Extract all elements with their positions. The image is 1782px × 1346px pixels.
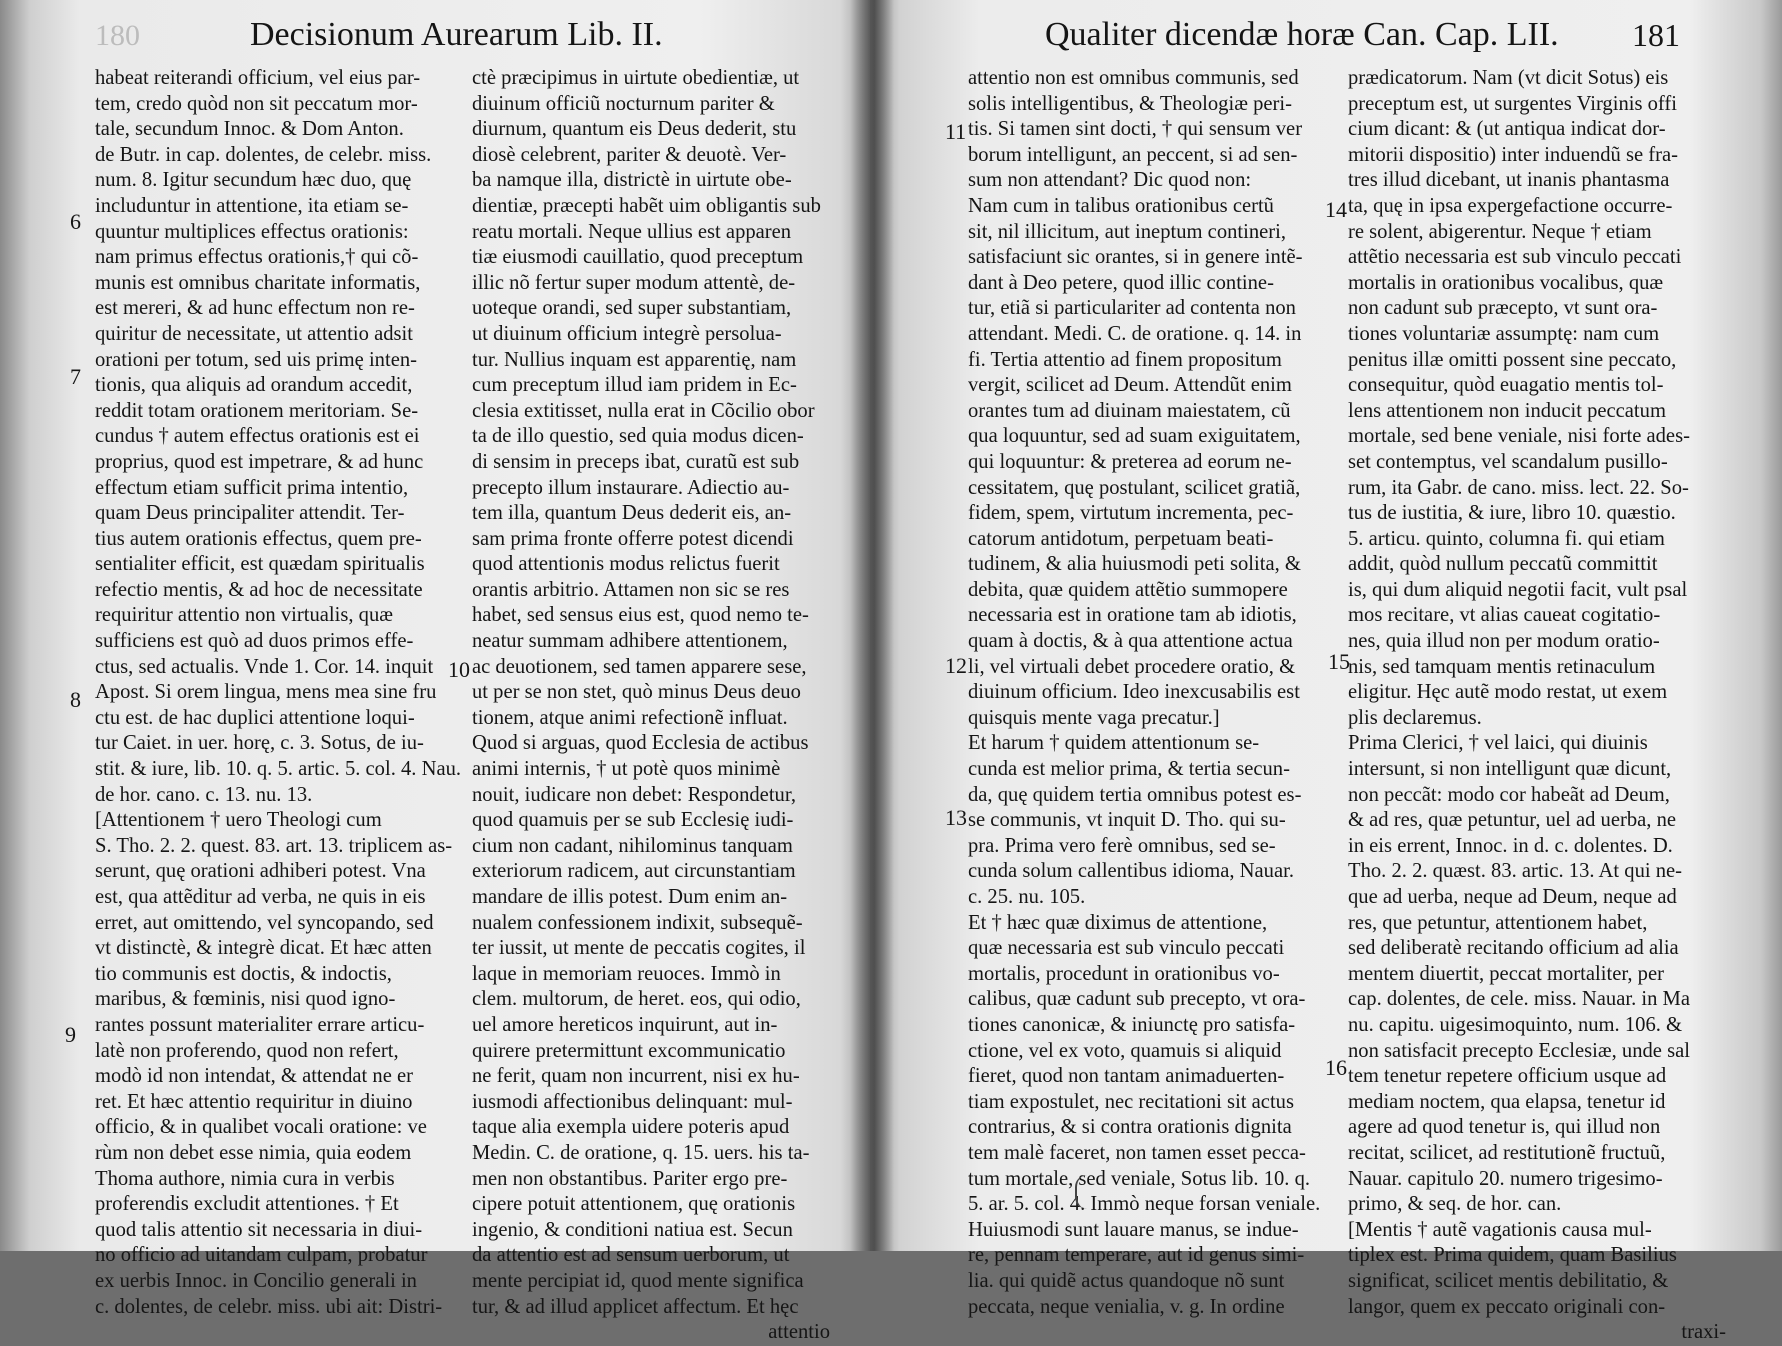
text-line: officio, & in qualibet vocali oratione: ve xyxy=(95,1116,427,1139)
text-line: de Butr. in cap. dolentes, de celebr. miss. xyxy=(95,143,432,166)
text-line: ctu est. de hac duplici attentione loqui- xyxy=(95,706,415,729)
text-line: tiones voluntariæ assumptę: nam cum xyxy=(1348,322,1660,345)
text-line: fieret, quod non tantam animaduerten- xyxy=(968,1065,1285,1088)
text-line: tiplex est. Prima quidem, quam Basilius xyxy=(1348,1244,1677,1267)
text-line: ac deuotionem, sed tamen apparere sese, xyxy=(472,655,807,678)
text-line: Apost. Si orem lingua, mens mea sine fru xyxy=(95,681,437,704)
text-line: tis. Si tamen sint docti, † qui sensum ver xyxy=(968,118,1303,141)
text-line: que ad uerba, neque ad Deum, neque ad xyxy=(1348,886,1677,908)
text-line: tur. Nullius inquam est apparentię, nam xyxy=(472,348,797,371)
text-line: res, que petuntur, attentionem habet, xyxy=(1348,911,1648,934)
text-line: mandare de illis potest. Dum enim an- xyxy=(472,886,788,908)
right-column-1 xyxy=(968,66,1328,1320)
text-line: lia. qui quidẽ actus quandoque nõ sunt xyxy=(968,1269,1285,1292)
text-line: cium dicant: & (ut antiqua indicat dor- xyxy=(1348,118,1666,141)
text-line: diurnum, quantum eis Deus dederit, stu xyxy=(472,118,797,141)
text-line: non satisfacit precepto Ecclesiæ, unde sal xyxy=(1348,1039,1690,1062)
text-line: primo, & seq. de hor. can. xyxy=(1348,1193,1562,1216)
text-line: rantes possunt materialiter errare articu- xyxy=(95,1013,425,1036)
text-line: ter iussit, ut mente de peccatis cogites, il xyxy=(472,937,806,960)
text-line: re, pennam temperare, aut id genus simi- xyxy=(968,1244,1305,1267)
text-line: nis, sed tamquam mentis retinaculum xyxy=(1348,655,1656,678)
text-line: num. 8. Igitur secundum hæc duo, quę xyxy=(95,169,412,192)
catchword: attentio xyxy=(768,1321,830,1344)
text-line: 5. ar. 5. col. 4. Immò neque forsan veniale. xyxy=(968,1193,1321,1216)
text-line: ctè præcipimus in uirtute obedientiæ, ut xyxy=(472,67,800,89)
text-line: c. 25. nu. 105. xyxy=(968,886,1086,908)
left-page xyxy=(0,0,870,1344)
text-line: quod talis attentio sit necessaria in diui- xyxy=(95,1218,423,1241)
text-line: habet, sed sensus eius est, quod nemo te- xyxy=(472,604,809,627)
text-line: refectio mentis, & ad hoc de necessitate xyxy=(95,578,423,601)
text-line: mente percipiat id, quod mente significa xyxy=(472,1269,804,1292)
text-line: cunda est melior prima, & tertia secun- xyxy=(968,758,1290,781)
right-running-title: Qualiter dicendæ horæ Can. Cap. LII. xyxy=(1045,16,1559,53)
text-line: includuntur in attentione, ita etiam se- xyxy=(95,194,409,217)
page-number: 181 xyxy=(1632,17,1680,53)
text-line: tur, & ad illud applicet affectum. Et hęc xyxy=(472,1295,799,1318)
text-line: uel amore hereticos inquirunt, aut in- xyxy=(472,1013,778,1036)
text-line: set contemptus, vel scandalum pusillo- xyxy=(1348,450,1668,473)
text-line: tiam expostulet, nec recitationi sit actus xyxy=(968,1090,1294,1113)
text-line: rum, ita Gabr. de cano. miss. lect. 22. So- xyxy=(1348,476,1689,499)
text-line: cum preceptum illud iam pridem in Ec- xyxy=(472,374,797,397)
text-line: latè non proferendo, quod non refert, xyxy=(95,1039,399,1062)
left-ghost-header xyxy=(95,10,140,60)
text-line: ta de illo questio, sed quia modus dicen- xyxy=(472,425,804,448)
left-running-title: Decisionum Aurearum Lib. II. xyxy=(250,16,663,53)
text-line: tiones canonicæ, & iniunctę pro satisfa- xyxy=(968,1013,1296,1036)
text-line: tale, secundum Innoc. & Dom Anton. xyxy=(95,118,404,141)
text-line: quod quamuis per se sub Ecclesię iudi- xyxy=(472,809,794,832)
margin-number: 16 xyxy=(1325,1055,1347,1080)
text-line: orantes tum ad diuinam maiestatem, cũ xyxy=(968,399,1291,422)
text-line: ctus, sed actualis. Vnde 1. Cor. 14. inquit xyxy=(95,655,434,678)
text-line: consequitur, quòd euagatio mentis tol- xyxy=(1348,374,1664,397)
text-line: est, qua attẽditur ad verba, ne quis in eis xyxy=(95,886,426,908)
text-line: tem illa, quantum Deus dederit eis, an- xyxy=(472,502,792,525)
text-line: S. Tho. 2. 2. quest. 83. art. 13. triplicem as- xyxy=(95,834,453,857)
margin-number: 14 xyxy=(1325,197,1347,222)
text-line: Quod si arguas, quod Ecclesia de actibus xyxy=(472,732,809,755)
text-line: nam primus effectus orationis,† qui cõ- xyxy=(95,246,419,269)
text-line: fi. Tertia attentio ad finem propositum xyxy=(968,348,1282,371)
text-line: tiæ eiusmodi cauillatio, quod preceptum xyxy=(472,246,804,269)
text-line: pra. Prima vero ferè omnibus, sed se- xyxy=(968,834,1276,857)
text-line: taque alia exempla uidere poteris apud xyxy=(472,1116,790,1139)
text-line: intersunt, si non intelligunt quæ dicunt, xyxy=(1348,758,1672,781)
text-line: lens attentionem non inducit peccatum xyxy=(1348,399,1666,422)
text-line: est mereri, & ad hunc effectum non re- xyxy=(95,297,415,320)
text-line: contrarius, & si contra orationis dignita xyxy=(968,1116,1292,1139)
text-line: tur Caiet. in uer. horę, c. 3. Sotus, de iu- xyxy=(95,732,424,755)
text-line: is, qui dum aliquid negotii facit, vult psal xyxy=(1348,578,1688,601)
text-line: Thoma authore, nimia cura in verbis xyxy=(95,1167,395,1190)
text-line: significat, scilicet mentis debilitatio, & xyxy=(1348,1269,1669,1292)
text-line: precepto illum instaurare. Adiectio au- xyxy=(472,476,790,499)
text-line: vergit, scilicet ad Deum. Attendũt enim xyxy=(968,374,1292,397)
right-column-2 xyxy=(1348,66,1726,1346)
text-line: cundus † autem effectus orationis est ei xyxy=(95,425,420,448)
text-line: recitat, scilicet, ad restitutionẽ fructuũ, xyxy=(1348,1141,1666,1164)
text-line: quam à doctis, & à qua attentione actua xyxy=(968,630,1293,653)
text-line: maribus, & fœminis, nisi quod igno- xyxy=(95,988,396,1011)
text-line: diosè celebrent, pariter & deuotè. Ver- xyxy=(472,143,787,166)
text-line: mitorii dispositio) inter induendũ se fra- xyxy=(1348,143,1679,166)
text-line: tionem, atque animi refectionẽ influat. xyxy=(472,706,788,729)
text-line: Et harum † quidem attentionum se- xyxy=(968,732,1260,755)
text-line: ex uerbis Innoc. in Concilio generali in xyxy=(95,1269,417,1292)
text-line: quisquis mente vaga precatur.] xyxy=(968,706,1220,729)
text-line: clem. multorum, de heret. eos, qui odio, xyxy=(472,988,801,1011)
text-line: proprius, quod est impetrare, & ad hunc xyxy=(95,450,424,473)
text-line: sit, nil illicitum, aut ineptum contineri, xyxy=(968,220,1287,243)
text-line: serunt, quę orationi adhiberi potest. Vna xyxy=(95,860,426,883)
text-line: effectum etiam sufficit prima intentio, xyxy=(95,476,409,499)
text-line: tres illud dicebant, ut inanis phantasma xyxy=(1348,169,1670,192)
text-line: reddit totam orationem meritoriam. Se- xyxy=(95,399,419,422)
text-line: quirere pretermittunt excommunicatio xyxy=(472,1039,786,1062)
text-line: diuinum officium. Ideo inexcusabilis est xyxy=(968,681,1300,704)
text-line: quuntur multiplices effectus orationis: xyxy=(95,220,409,243)
text-line: borum intelligunt, an peccent, si ad sen- xyxy=(968,143,1298,166)
text-line: agere ad quod tenetur is, qui illud non xyxy=(1348,1116,1661,1139)
text-line: quam Deus principaliter attendit. Ter- xyxy=(95,502,405,525)
text-line: ctione, vel ex voto, quamuis si aliquid xyxy=(968,1039,1282,1062)
text-line: eligitur. Hęc autẽ modo restat, ut exem xyxy=(1348,681,1668,704)
text-line: mortalis, procedunt in orationibus vo- xyxy=(968,962,1280,985)
text-line: attendant. Medi. C. de oratione. q. 14. in xyxy=(968,322,1302,345)
text-line: tur, etiã si particulariter ad contenta non xyxy=(968,297,1296,320)
text-line: calibus, quæ cadunt sub precepto, vt ora- xyxy=(968,988,1306,1011)
text-line: clesia extitisset, nulla erat in Cõcilio obor xyxy=(472,399,815,422)
text-line: nualem confessionem indixit, subsequẽ- xyxy=(472,911,803,934)
margin-number: 11 xyxy=(945,119,967,144)
text-line: modò id non intendat, & attendat ne er xyxy=(95,1065,413,1088)
text-line: sam prima fronte offerre potest dicendi xyxy=(472,527,794,550)
text-line: mediam noctem, qua elapsa, tenetur id xyxy=(1348,1090,1666,1113)
text-line: tio communis est doctis, & indoctis, xyxy=(95,962,392,985)
text-line: tem malè faceret, non tamen esset pecca- xyxy=(968,1141,1306,1164)
text-line: animi internis, † ut potè quos minimè xyxy=(472,758,781,781)
text-line: [Mentis † autẽ vagationis causa mul- xyxy=(1348,1218,1652,1241)
text-line: attẽtio necessaria est sub vinculo peccati xyxy=(1348,246,1682,269)
text-line: mentem diuertit, peccat mortaliter, per xyxy=(1348,962,1664,985)
text-line: orantis arbitrio. Attamen non sic se res xyxy=(472,578,790,601)
text-line: c. dolentes, de celebr. miss. ubi ait: Distri- xyxy=(95,1295,443,1318)
text-line: erret, aut omittendo, vel syncopando, sed xyxy=(95,911,434,934)
text-line: da attentio est ad sensum uerborum, ut xyxy=(472,1244,790,1267)
text-line: non peccãt: modo cor habeãt ad Deum, xyxy=(1348,783,1670,806)
text-line: quæ necessaria est sub vinculo peccati xyxy=(968,937,1285,960)
text-line: se communis, vt inquit D. Tho. qui su- xyxy=(968,809,1286,832)
text-line: habeat reiterandi officium, vel eius par- xyxy=(95,67,421,89)
text-line: prædicatorum. Nam (vt dicit Sotus) eis xyxy=(1348,67,1669,89)
text-line: Et † hæc quæ diximus de attentione, xyxy=(968,911,1268,934)
text-line: cunda solum callentibus idioma, Nauar. xyxy=(968,860,1294,883)
margin-number: 10 xyxy=(448,657,470,682)
text-line: rùm non debet esse nimia, quia eodem xyxy=(95,1141,412,1164)
text-line: Nam cum in talibus orationibus certũ xyxy=(968,194,1274,217)
text-line: penitus illæ omitti possent sine peccato, xyxy=(1348,348,1677,371)
text-line: peccata, neque venialia, v. g. In ordine xyxy=(968,1295,1285,1318)
text-line: tem, credo quòd non sit peccatum mor- xyxy=(95,92,418,115)
book-gutter xyxy=(850,0,894,1251)
text-line: laque in memoriam reuoces. Immò in xyxy=(472,962,781,985)
text-line: Prima Clerici, † vel laici, qui diuinis xyxy=(1348,732,1648,755)
margin-number: 12 xyxy=(945,653,967,678)
text-line: qua loquuntur, sed ad suam exiguitatem, xyxy=(968,425,1301,448)
text-line: munis est omnibus charitate informatis, xyxy=(95,271,421,294)
text-line: reatu mortali. Neque ullius est apparen xyxy=(472,220,792,243)
text-line: nouit, iudicare non debet: Respondetur, xyxy=(472,783,797,806)
text-line: mortalis in orationibus vocalibus, quæ xyxy=(1348,271,1664,294)
text-line: tionis, qua aliquis ad orandum accedit, xyxy=(95,374,413,397)
text-line: ut diuinum officium integrè persolua- xyxy=(472,322,782,345)
text-line: cessitatem, quę postulant, scilicet gratiã, xyxy=(968,476,1301,499)
text-line: exteriorum radicem, aut circunstantiam xyxy=(472,860,796,883)
text-line: stit. & iure, lib. 10. q. 5. artic. 5. col. 4. Nau. xyxy=(95,758,462,781)
text-line: proferendis excludit attentiones. † Et xyxy=(95,1193,399,1216)
text-line: tudinem, & alia huiusmodi peti solita, & xyxy=(968,553,1301,576)
text-line: fidem, spem, virtutum incrementa, pec- xyxy=(968,502,1294,525)
text-line: cap. dolentes, de cele. miss. Nauar. in Ma xyxy=(1348,988,1690,1011)
text-line: no officio ad uitandam culpam, probatur xyxy=(95,1244,428,1267)
text-line: di sensim in preceps ibat, curatũ est sub xyxy=(472,450,800,473)
text-line: necessaria est in oratione tam ab idiotis, xyxy=(968,604,1297,627)
text-line: de hor. cano. c. 13. nu. 13. xyxy=(95,783,313,806)
text-line: sum non attendant? Dic quod non: xyxy=(968,169,1252,192)
text-line: debita, quæ quidem attẽtio summopere xyxy=(968,578,1288,601)
text-line: ingenio, & conditioni natiua est. Secun xyxy=(472,1218,793,1241)
text-line: tum mortale, sed veniale, Sotus lib. 10. q. xyxy=(968,1167,1311,1190)
text-line: orationi per totum, sed uis primę inten- xyxy=(95,348,417,371)
text-line: vt distinctè, & integrè dicat. Et hæc atten xyxy=(95,937,432,960)
text-line: iusmodi affectionibus delinquant: mul- xyxy=(472,1090,793,1113)
text-line: diuinum officiũ nocturnum pariter & xyxy=(472,92,775,115)
text-line: ut per se non stet, quò minus Deus deuo xyxy=(472,681,801,704)
left-column-1 xyxy=(95,66,462,1320)
text-line: & ad res, quæ petuntur, uel ad uerba, ne xyxy=(1348,809,1677,832)
text-line: men non obstantibus. Pariter ergo pre- xyxy=(472,1167,788,1190)
margin-number: 13 xyxy=(945,805,967,830)
text-line: sed deliberatè recitando officium ad alia xyxy=(1348,937,1679,960)
text-line: sentialiter efficit, est quædam spiritualis xyxy=(95,553,425,576)
text-line: mos recitare, vt alias caueat cogitatio- xyxy=(1348,604,1661,627)
text-line: quiritur de necessitate, ut attentio adsit xyxy=(95,322,413,345)
text-line: ba namque illa, districtè in uirtute obe- xyxy=(472,169,792,192)
text-line: ret. Et hæc attentio requiritur in diuino xyxy=(95,1090,413,1113)
text-line: ta, quę in ipsa expergefactione occurre- xyxy=(1348,194,1673,217)
text-line: neatur summam adhibere attentionem, xyxy=(472,630,788,653)
margin-number: 6 xyxy=(70,209,81,234)
text-line: solis intelligentibus, & Theologiæ peri- xyxy=(968,92,1292,115)
text-line: Medin. C. de oratione, q. 15. uers. his ta- xyxy=(472,1141,810,1164)
text-line: illic nõ fertur super modum attentè, de- xyxy=(472,271,796,294)
left-column-2 xyxy=(472,66,830,1346)
text-line: Tho. 2. 2. quæst. 83. artic. 13. At qui ne- xyxy=(1348,860,1683,883)
text-line: mortale, sed bene veniale, nisi forte ades- xyxy=(1348,425,1690,448)
text-line: attentio non est omnibus communis, sed xyxy=(968,67,1299,89)
text-line: re solent, abigerentur. Neque † etiam xyxy=(1348,220,1652,243)
text-line: qui loquuntur: & preterea ad eorum ne- xyxy=(968,450,1292,473)
text-line: cium non cadant, nihilominus tanquam xyxy=(472,834,793,857)
text-line: dientiæ, præcepti habẽt uim obligantis sub xyxy=(472,194,821,217)
text-line: da, quę quidem tertia omnibus potest es- xyxy=(968,783,1302,806)
right-page xyxy=(870,0,1782,1344)
text-line: preceptum est, ut surgentes Virginis offi xyxy=(1348,92,1677,115)
text-line: satisfaciunt sic orantes, si in genere intẽ- xyxy=(968,246,1303,269)
text-line: tus de iustitia, & iure, libro 10. quæstio. xyxy=(1348,502,1676,525)
margin-number: 7 xyxy=(70,364,81,389)
margin-number: 8 xyxy=(70,687,81,712)
text-line: nes, quia illud non per modum oratio- xyxy=(1348,630,1660,653)
text-line: requiritur attentio non virtualis, quæ xyxy=(95,604,393,627)
text-line: Huiusmodi sunt lauare manus, se indue- xyxy=(968,1218,1299,1241)
text-line: quod attentionis modus relictus fuerit xyxy=(472,553,780,576)
page-blemish xyxy=(1075,1175,1091,1209)
text-line: nu. capitu. uigesimoquinto, num. 106. & xyxy=(1348,1013,1683,1036)
margin-number: 15 xyxy=(1328,649,1350,674)
text-line: tius autem orationis effectus, quem pre- xyxy=(95,527,422,550)
text-line: ne ferit, quam non incurrent, nisi ex hu- xyxy=(472,1065,800,1088)
text-line: uoteque orandi, sed super substantiam, xyxy=(472,297,792,320)
text-line: tem tenetur repetere officium usque ad xyxy=(1348,1065,1667,1088)
text-line: li, vel virtuali debet procedere oratio, & xyxy=(968,655,1296,678)
text-line: in eis errent, Innoc. in d. c. dolentes. D. xyxy=(1348,834,1673,857)
ghost-page-number: 180 xyxy=(95,19,140,52)
text-line: dant à Deo petere, quod illic contine- xyxy=(968,271,1274,294)
text-line: cipere potuit attentionem, quę orationis xyxy=(472,1193,796,1216)
text-line: langor, quem ex peccato originali con- xyxy=(1348,1295,1666,1318)
text-line: sufficiens est quò ad duos primos effe- xyxy=(95,630,414,653)
text-line: 5. articu. quinto, columna fi. qui etiam xyxy=(1348,527,1665,550)
text-line: Nauar. capitulo 20. numero trigesimo- xyxy=(1348,1167,1663,1190)
text-line: addit, quòd nullum peccatũ committit xyxy=(1348,553,1658,576)
catchword: traxi- xyxy=(1681,1321,1726,1344)
margin-number: 9 xyxy=(65,1022,76,1047)
text-line: plis declaremus. xyxy=(1348,706,1482,729)
text-line: [Attentionem † uero Theologi cum xyxy=(95,809,382,832)
text-line: catorum antidotum, perpetuam beati- xyxy=(968,527,1274,550)
text-line: non cadunt sub præcepto, vt sunt ora- xyxy=(1348,297,1658,320)
